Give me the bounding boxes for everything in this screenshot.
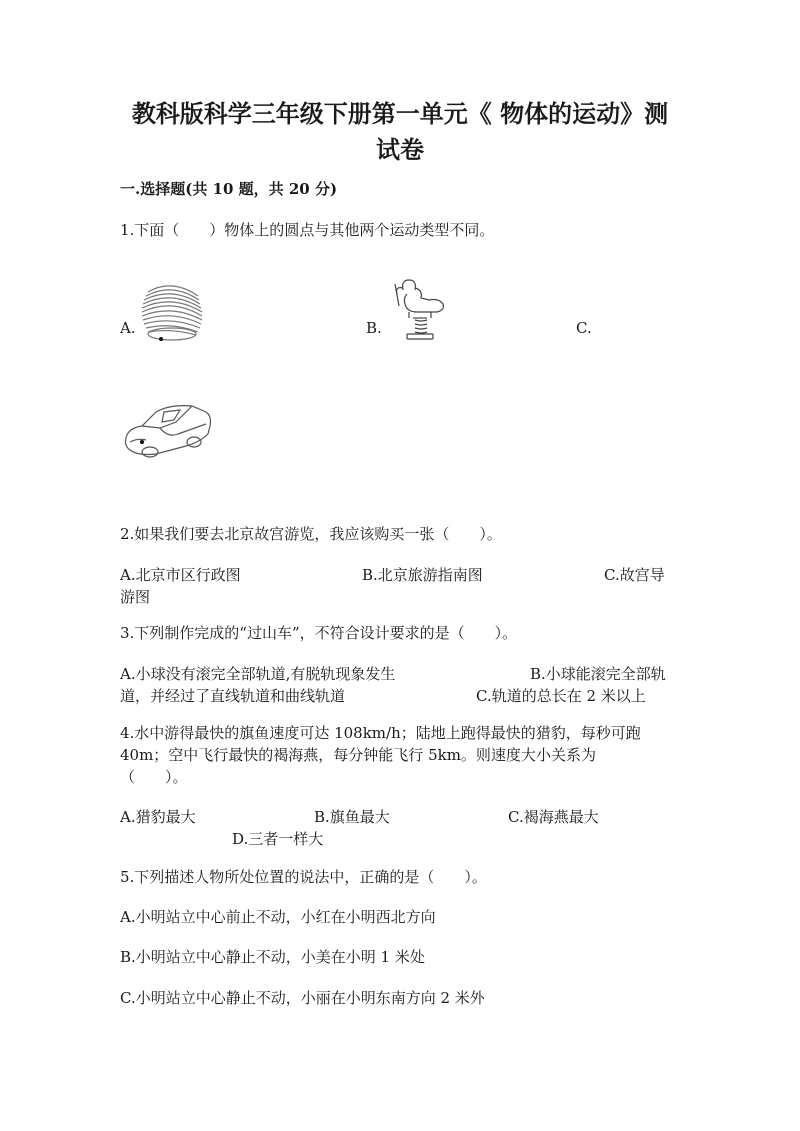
q4-option-a[interactable]: A.猎豹最大 [120,808,196,826]
title-line-2: 试卷 [376,135,424,164]
question-4-stem-line-2: 40m；空中飞行最快的褐海燕，每分钟能飞行 5km。则速度大小关系为 [120,746,596,764]
question-3-stem: 3.下列制作完成的“过山车”，不符合设计要求的是（ ）。 [120,624,518,642]
section-heading: 一.选择题(共 10 题，共 20 分) [120,180,338,198]
q4-option-c[interactable]: C.褐海燕最大 [508,808,599,826]
question-4-stem-line-1: 4.水中游得最快的旗鱼速度可达 108km/h；陆地上跑得最快的猎豹，每秒可跑 [120,724,641,742]
q5-option-b[interactable]: B.小明站立中心静止不动，小美在小明 1 米处 [120,948,425,966]
q2-option-a[interactable]: A.北京市区行政图 [120,566,241,584]
q4-option-d[interactable]: D.三者一样大 [232,830,324,848]
title-line-1: 教科版科学三年级下册第一单元《 物体的运动》测 [131,99,669,128]
car-image [120,398,216,466]
question-4-stem-line-3: （ ）。 [120,768,188,786]
spring-rocking-horse-image [383,276,455,348]
q1-option-a-label[interactable]: A. [120,319,136,337]
q2-option-b[interactable]: B.北京旅游指南图 [362,566,483,584]
q5-option-a[interactable]: A.小明站立中心前止不动，小红在小明西北方向 [120,908,436,926]
q2-option-c[interactable]: C.故宫导 [604,566,665,584]
question-1-stem: 1.下面（ ）物体上的圆点与其他两个运动类型不同。 [120,221,495,239]
q2-option-c-continued: 游图 [120,588,151,606]
q3-option-b-continued: 道，并经过了直线轨道和曲线轨道 [120,687,346,705]
document-title [120,96,680,168]
slinky-spring-image [136,282,208,344]
question-2-stem: 2.如果我们要去北京故宫游览，我应该购买一张（ ）。 [120,525,502,543]
q4-option-b[interactable]: B.旗鱼最大 [314,808,390,826]
q3-option-a[interactable]: A.小球没有滚完全部轨道,有脱轨现象发生 [120,665,396,683]
q1-option-b-label[interactable]: B. [366,319,382,337]
question-5-stem: 5.下列描述人物所处位置的说法中，正确的是（ ）。 [120,868,487,886]
q3-option-b[interactable]: B.小球能滚完全部轨 [530,665,666,683]
q1-option-c-label[interactable]: C. [576,319,592,337]
q5-option-c[interactable]: C.小明站立中心静止不动，小丽在小明东南方向 2 米外 [120,989,485,1007]
q3-option-c[interactable]: C.轨道的总长在 2 米以上 [476,687,646,705]
